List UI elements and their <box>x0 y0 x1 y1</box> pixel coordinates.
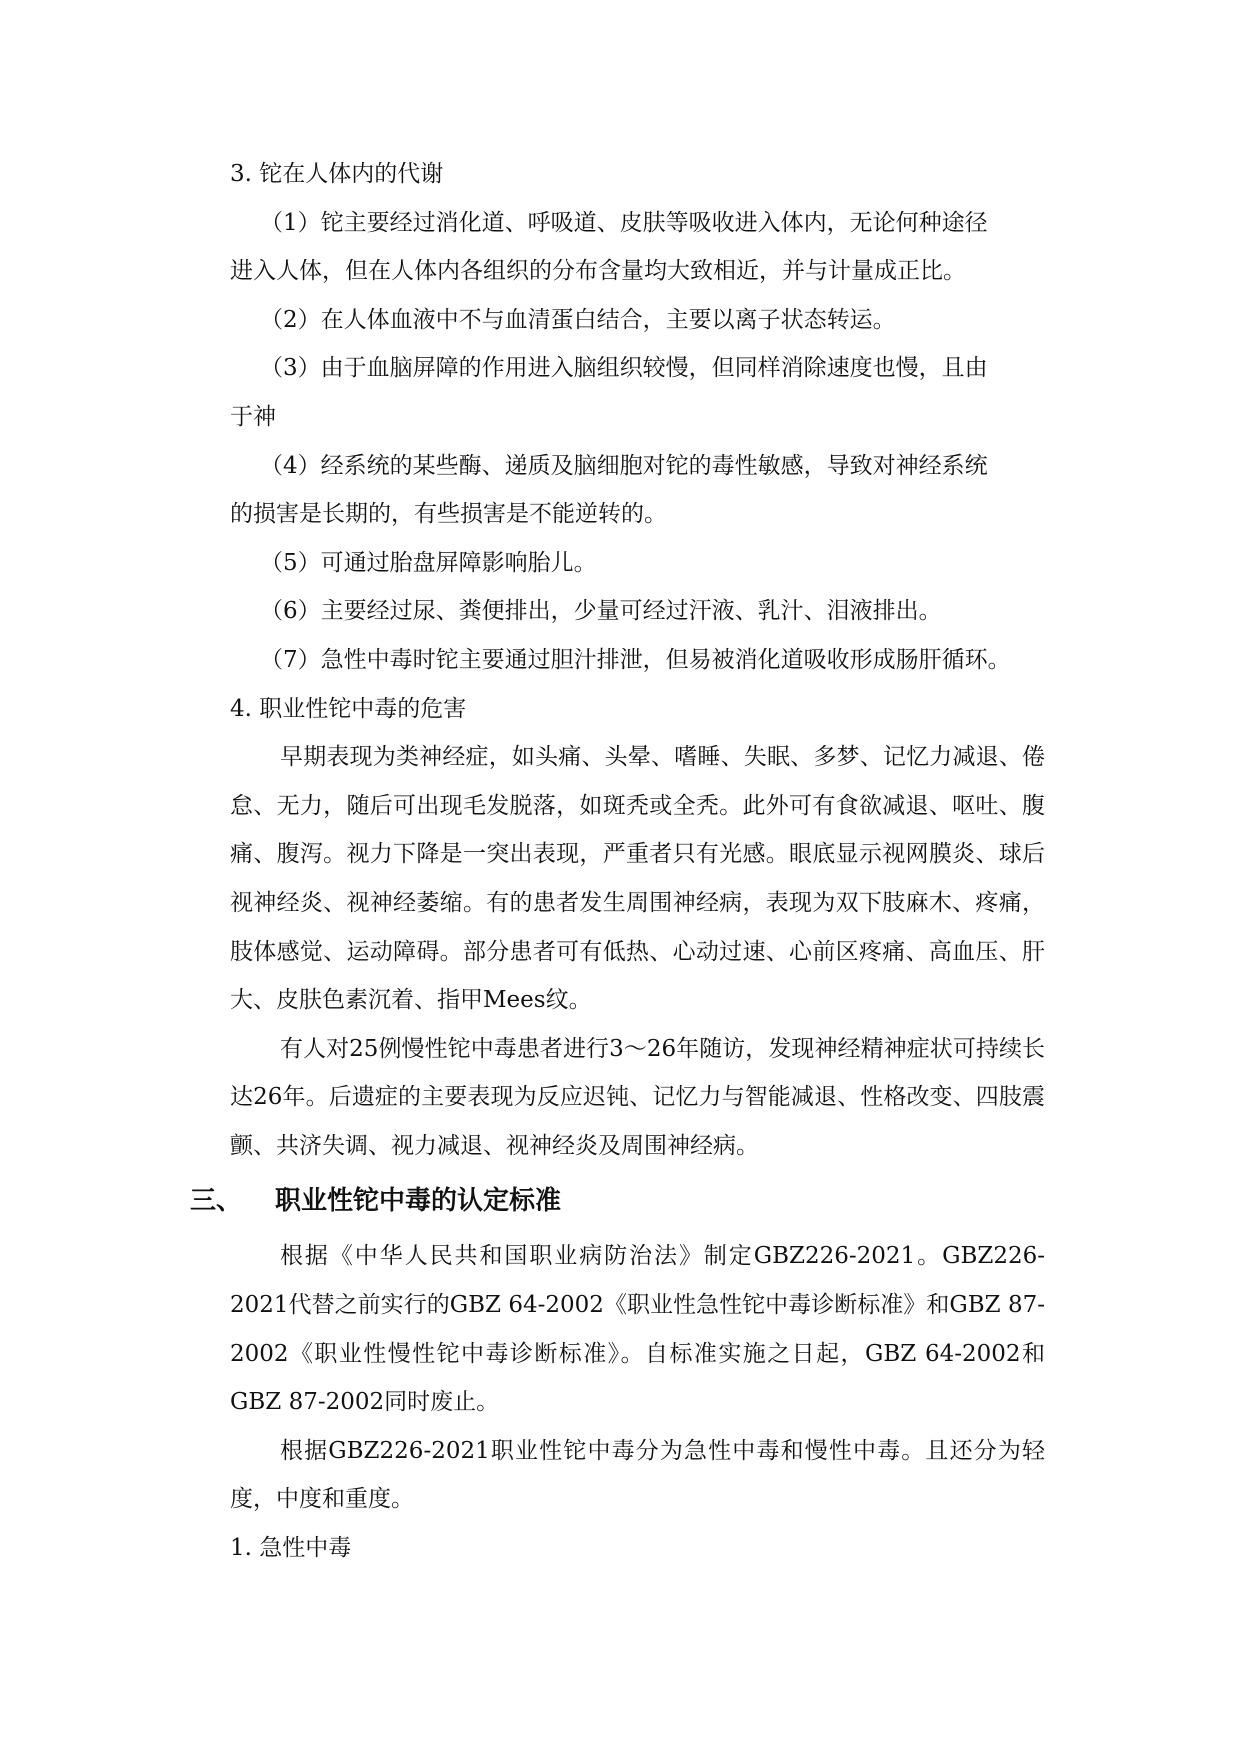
metabolism-item-1: （1）铊主要经过消化道、呼吸道、皮肤等吸收进入体内，无论何种途径 <box>260 209 988 236</box>
metabolism-item-5: （5）可通过胎盘屏障影响胎儿。 <box>260 549 597 576</box>
metabolism-item-6: （6）主要经过尿、粪便排出，少量可经过汗液、乳汁、泪液排出。 <box>260 598 942 625</box>
metabolism-item-4-cont: 的损害是长期的，有些损害是不能逆转的。 <box>230 501 667 528</box>
chapter-heading <box>190 1170 1045 1232</box>
hazards-paragraph-1: 早期表现为类神经症，如头痛、头晕、嗜睡、失眠、多梦、记忆力减退、倦怠、无力，随后可出现毛发脱落，如斑秃或全秃。此外可有食欲减退、呕吐、腹痛、腹泻。视力下降是一突出表现，严重者只有光感。眼底显示视网膜炎、球后视神经炎、视神经萎缩。有的患者发生周围神经病，表现为双下肢麻木、疼痛，肢体感觉、运动障碍。部分患者可有低热、心动过速、心前区疼痛、高血压、肝大、皮肤色素沉着、指甲Mees纹。 <box>230 744 1045 1014</box>
hazards-paragraph-2: 有人对25例慢性铊中毒患者进行3～26年随访，发现神经精神症状可持续长达26年。后遗症的主要表现为反应迟钝、记忆力与智能减退、性格改变、四肢震颤、共济失调、视力减退、视神经炎及周围神经病。 <box>230 1035 1045 1159</box>
metabolism-item-3-cont: 于神 <box>230 403 276 430</box>
subsection-title-metabolism: 3. 铊在人体内的代谢 <box>230 161 444 187</box>
metabolism-item-7: （7）急性中毒时铊主要通过胆汁排泄，但易被消化道吸收形成肠肝循环。 <box>260 646 1011 673</box>
chapter-number: 三、 <box>190 1186 243 1217</box>
standard-paragraph-1: 根据《中华人民共和国职业病防治法》制定GBZ226-2021。GBZ226-2021代替之前实行的GBZ 64-2002《职业性急性铊中毒诊断标准》和GBZ 87-2002《职业性慢性铊中毒诊断标准》。自标准实施之日起，GBZ 64-2002和GBZ 87-2002同时废止。 <box>230 1243 1045 1416</box>
metabolism-item-4: （4）经系统的某些酶、递质及脑细胞对铊的毒性敏感，导致对神经系统 <box>260 452 988 479</box>
subsection-title-acute: 1. 急性中毒 <box>230 1535 352 1562</box>
chapter-title: 职业性铊中毒的认定标准 <box>275 1186 562 1217</box>
metabolism-item-2: （2）在人体血液中不与血清蛋白结合，主要以离子状态转运。 <box>260 306 896 333</box>
subsection-title-hazards: 4. 职业性铊中毒的危害 <box>230 695 467 722</box>
page-content <box>190 150 1045 1573</box>
metabolism-item-3: （3）由于血脑屏障的作用进入脑组织较慢，但同样消除速度也慢，且由 <box>260 355 988 382</box>
standard-paragraph-2: 根据GBZ226-2021职业性铊中毒分为急性中毒和慢性中毒。且还分为轻度，中度和重度。 <box>230 1437 1045 1513</box>
metabolism-item-1-cont: 进入人体，但在人体内各组织的分布含量均大致相近，并与计量成正比。 <box>230 258 966 285</box>
